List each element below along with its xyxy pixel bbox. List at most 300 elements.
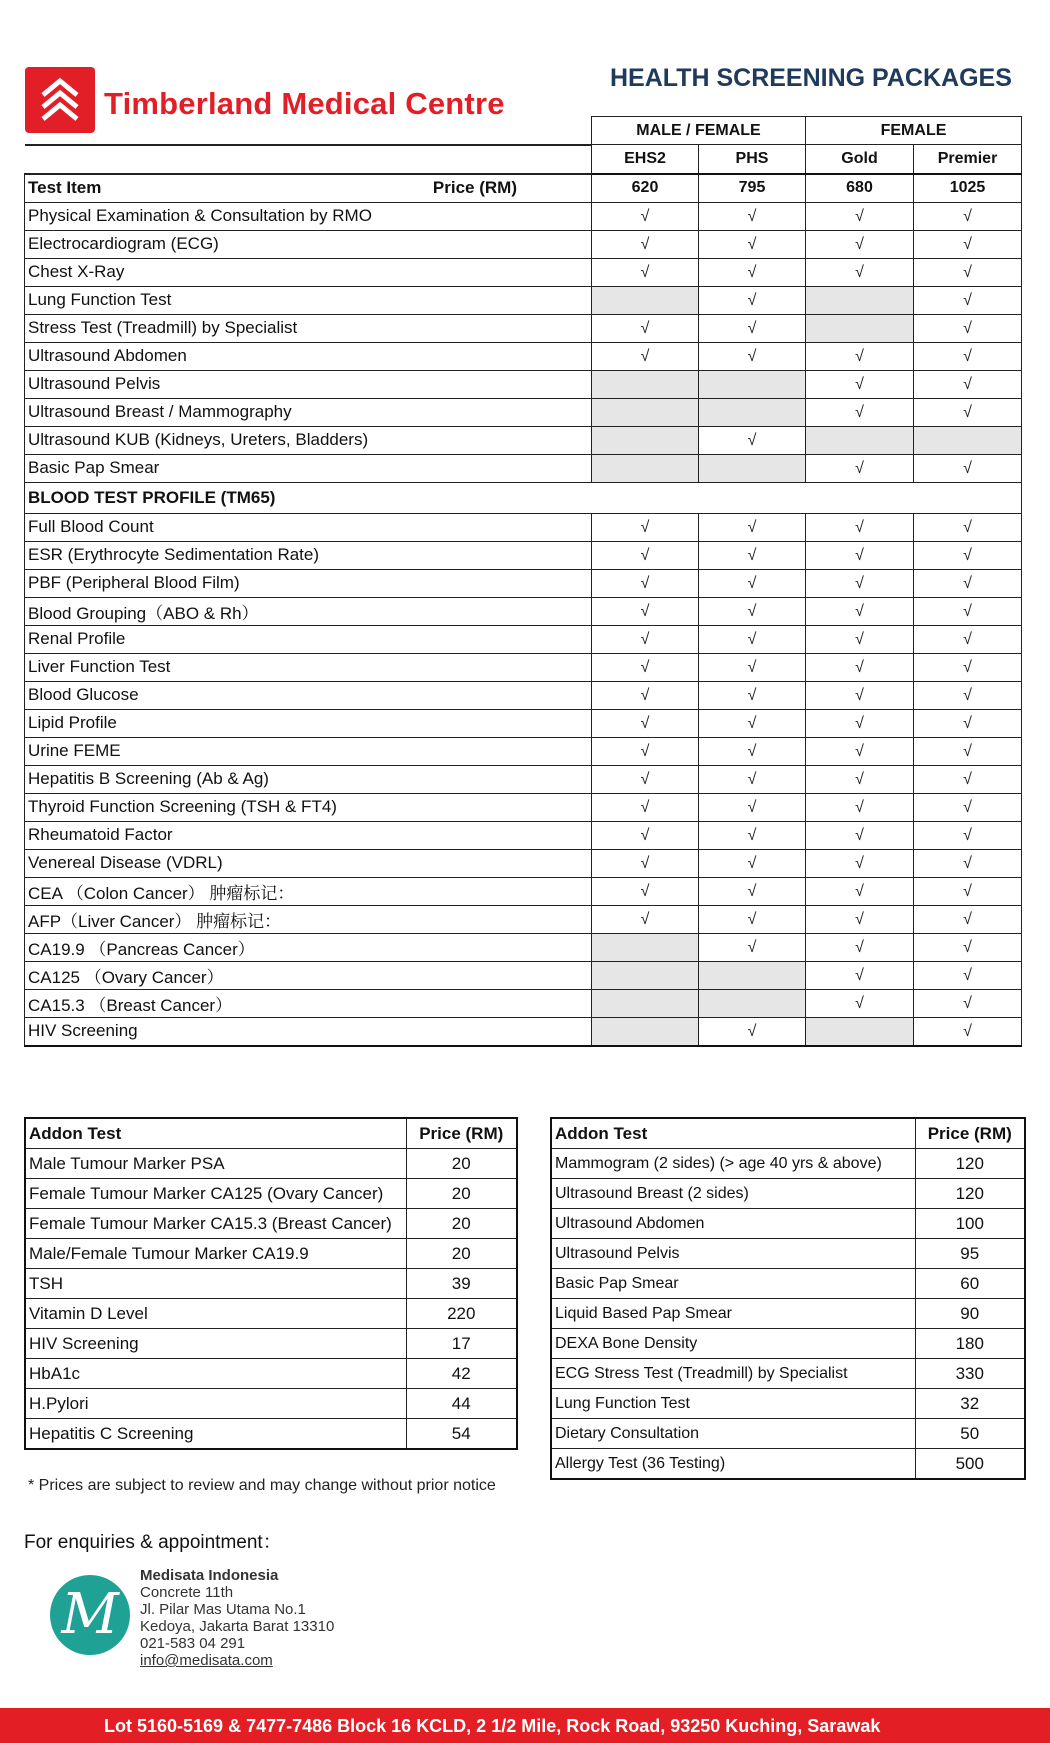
check-icon: √ — [640, 547, 650, 564]
not-included-cell — [699, 398, 806, 426]
check-icon: √ — [855, 771, 864, 788]
clinic-address-line: Jl. Pilar Mas Utama No.1 — [140, 1601, 306, 1618]
included-check — [914, 877, 1022, 905]
addon-test-price: 330 — [915, 1359, 1025, 1389]
addon-test-name: Female Tumour Marker CA15.3 (Breast Cancer) — [25, 1209, 406, 1239]
test-row — [25, 989, 1022, 1017]
included-check — [699, 426, 806, 454]
footer-bar — [0, 1708, 1050, 1743]
included-check — [806, 653, 914, 681]
not-included-cell — [592, 286, 699, 314]
included-check — [914, 765, 1022, 793]
package-price: 680 — [806, 174, 914, 203]
test-row — [25, 370, 1022, 398]
check-icon: √ — [855, 659, 864, 676]
addon-row — [551, 1299, 1025, 1329]
included-check — [699, 793, 806, 821]
check-icon: √ — [747, 603, 757, 620]
not-included-cell — [699, 989, 806, 1017]
package-price: 795 — [699, 174, 806, 203]
check-icon: √ — [855, 208, 864, 225]
included-check — [914, 230, 1022, 258]
addon-row — [551, 1209, 1025, 1239]
check-icon: √ — [963, 575, 972, 592]
test-item-name: Lung Function Test — [25, 286, 592, 314]
addon-test-name: HbA1c — [25, 1359, 406, 1389]
addon-row — [551, 1359, 1025, 1389]
addon-test-name: Ultrasound Pelvis — [551, 1239, 915, 1269]
addon-row — [551, 1179, 1025, 1209]
test-item-name: CA15.3 （Breast Cancer） — [25, 989, 592, 1017]
included-check — [806, 821, 914, 849]
check-icon: √ — [747, 771, 757, 788]
check-icon: √ — [855, 547, 864, 564]
addon-price-header: Price (RM) — [406, 1118, 517, 1149]
addon-row — [25, 1389, 517, 1419]
check-icon: √ — [747, 236, 757, 253]
test-item-name: Stress Test (Treadmill) by Specialist — [25, 314, 592, 342]
not-included-cell — [592, 454, 699, 482]
included-check — [806, 877, 914, 905]
included-check — [914, 849, 1022, 877]
addon-test-price: 54 — [406, 1419, 517, 1450]
not-included-cell — [592, 933, 699, 961]
included-check — [806, 765, 914, 793]
addon-test-name: DEXA Bone Density — [551, 1329, 915, 1359]
check-icon: √ — [640, 911, 650, 928]
included-check — [806, 258, 914, 286]
test-item-name: CA19.9 （Pancreas Cancer） — [25, 933, 592, 961]
test-item-name: Ultrasound KUB (Kidneys, Ureters, Bladders) — [25, 426, 592, 454]
check-icon: √ — [855, 995, 864, 1012]
included-check — [592, 681, 699, 709]
clinic-email-link[interactable]: info@medisata.com — [140, 1652, 273, 1669]
check-icon: √ — [855, 603, 864, 620]
check-icon: √ — [747, 743, 757, 760]
addon-row — [25, 1209, 517, 1239]
test-item-name: Rheumatoid Factor — [25, 821, 592, 849]
included-check — [592, 737, 699, 765]
test-row — [25, 258, 1022, 286]
check-icon: √ — [640, 743, 650, 760]
addon-test-price: 42 — [406, 1359, 517, 1389]
addon-row — [25, 1239, 517, 1269]
addon-test-price: 120 — [915, 1179, 1025, 1209]
included-check — [699, 821, 806, 849]
test-row — [25, 933, 1022, 961]
check-icon: √ — [640, 519, 650, 536]
test-row — [25, 202, 1022, 230]
addon-table-left — [24, 1117, 518, 1450]
logo-text: Timberland Medical Centre — [104, 86, 505, 121]
addon-test-name: H.Pylori — [25, 1389, 406, 1419]
test-row — [25, 849, 1022, 877]
test-item-name: Thyroid Function Screening (TSH & FT4) — [25, 793, 592, 821]
included-check — [699, 681, 806, 709]
clinic-name: Medisata Indonesia — [140, 1567, 279, 1584]
check-icon: √ — [640, 799, 650, 816]
test-item-name: Chest X-Ray — [25, 258, 592, 286]
check-icon: √ — [747, 939, 757, 956]
not-included-cell — [592, 961, 699, 989]
packages-table — [24, 116, 1022, 1047]
check-icon: √ — [640, 320, 650, 337]
check-icon: √ — [855, 575, 864, 592]
check-icon: √ — [963, 519, 972, 536]
included-check — [914, 569, 1022, 597]
included-check — [914, 989, 1022, 1017]
test-row — [25, 454, 1022, 482]
package-price: 620 — [592, 174, 699, 203]
check-icon: √ — [855, 939, 864, 956]
addon-row — [551, 1449, 1025, 1480]
check-icon: √ — [747, 547, 757, 564]
addon-test-name: ECG Stress Test (Treadmill) by Specialist — [551, 1359, 915, 1389]
check-icon: √ — [640, 575, 650, 592]
check-icon: √ — [640, 236, 650, 253]
included-check — [914, 681, 1022, 709]
check-icon: √ — [640, 208, 650, 225]
addon-row — [25, 1269, 517, 1299]
test-item-name: Ultrasound Abdomen — [25, 342, 592, 370]
check-icon: √ — [963, 687, 972, 704]
check-icon: √ — [855, 404, 864, 421]
test-item-name: Ultrasound Pelvis — [25, 370, 592, 398]
test-item-name: Full Blood Count — [25, 513, 592, 541]
included-check — [914, 398, 1022, 426]
addon-test-name: Hepatitis C Screening — [25, 1419, 406, 1450]
included-check — [914, 342, 1022, 370]
included-check — [914, 709, 1022, 737]
check-icon: √ — [963, 264, 972, 281]
check-icon: √ — [963, 292, 972, 309]
check-icon: √ — [963, 348, 972, 365]
included-check — [699, 342, 806, 370]
included-check — [914, 541, 1022, 569]
check-icon: √ — [963, 771, 972, 788]
test-row — [25, 541, 1022, 569]
addon-test-price: 20 — [406, 1209, 517, 1239]
addon-test-name: Male Tumour Marker PSA — [25, 1149, 406, 1179]
included-check — [699, 905, 806, 933]
included-check — [699, 765, 806, 793]
not-included-cell — [806, 426, 914, 454]
included-check — [699, 933, 806, 961]
addon-test-price: 39 — [406, 1269, 517, 1299]
addon-test-price: 20 — [406, 1179, 517, 1209]
addon-test-price: 32 — [915, 1389, 1025, 1419]
check-icon: √ — [640, 687, 650, 704]
footer-address: Lot 5160-5169 & 7477-7486 Block 16 KCLD, 2 1/2 Mile, Rock Road, 93250 Kuching, Sarawak — [104, 1716, 881, 1736]
included-check — [592, 202, 699, 230]
check-icon: √ — [747, 519, 757, 536]
included-check — [592, 709, 699, 737]
addon-row — [25, 1149, 517, 1179]
check-icon: √ — [747, 320, 757, 337]
included-check — [806, 541, 914, 569]
included-check — [806, 342, 914, 370]
included-check — [914, 653, 1022, 681]
test-item-name: Renal Profile — [25, 625, 592, 653]
page-title: HEALTH SCREENING PACKAGES — [610, 64, 1012, 92]
section-row — [25, 482, 1022, 513]
check-icon: √ — [640, 264, 650, 281]
test-row — [25, 709, 1022, 737]
included-check — [592, 513, 699, 541]
included-check — [699, 314, 806, 342]
check-icon: √ — [855, 376, 864, 393]
test-item-name: Blood Glucose — [25, 681, 592, 709]
included-check — [914, 258, 1022, 286]
addon-test-name: Ultrasound Abdomen — [551, 1209, 915, 1239]
check-icon: √ — [747, 855, 757, 872]
check-icon: √ — [963, 855, 972, 872]
included-check — [592, 597, 699, 625]
check-icon: √ — [855, 743, 864, 760]
package-name: Premier — [914, 145, 1022, 174]
included-check — [806, 398, 914, 426]
addon-test-price: 120 — [915, 1149, 1025, 1179]
package-name: EHS2 — [592, 145, 699, 174]
price-label: Price (RM) — [432, 178, 517, 197]
check-icon: √ — [747, 264, 757, 281]
check-icon: √ — [963, 603, 972, 620]
check-icon: √ — [963, 376, 972, 393]
check-icon: √ — [747, 1023, 757, 1040]
check-icon: √ — [855, 348, 864, 365]
test-item-name: Venereal Disease (VDRL) — [25, 849, 592, 877]
included-check — [914, 821, 1022, 849]
included-check — [806, 961, 914, 989]
check-icon: √ — [855, 631, 864, 648]
not-included-cell — [699, 370, 806, 398]
addon-row — [551, 1389, 1025, 1419]
clinic-address-line: Concrete 11th — [140, 1584, 234, 1601]
included-check — [914, 314, 1022, 342]
test-row — [25, 513, 1022, 541]
included-check — [592, 541, 699, 569]
not-included-cell — [592, 1017, 699, 1046]
check-icon: √ — [855, 687, 864, 704]
included-check — [914, 793, 1022, 821]
check-icon: √ — [747, 432, 757, 449]
check-icon: √ — [963, 995, 972, 1012]
test-row — [25, 961, 1022, 989]
check-icon: √ — [855, 967, 864, 984]
check-icon: √ — [855, 911, 864, 928]
addon-test-price: 100 — [915, 1209, 1025, 1239]
addon-test-price: 20 — [406, 1149, 517, 1179]
included-check — [806, 793, 914, 821]
test-row — [25, 342, 1022, 370]
check-icon: √ — [855, 715, 864, 732]
included-check — [699, 513, 806, 541]
addon-test-name: Dietary Consultation — [551, 1419, 915, 1449]
check-icon: √ — [747, 631, 757, 648]
check-icon: √ — [640, 348, 650, 365]
addon-test-name: Lung Function Test — [551, 1389, 915, 1419]
check-icon: √ — [963, 659, 972, 676]
included-check — [592, 569, 699, 597]
included-check — [592, 877, 699, 905]
test-row — [25, 625, 1022, 653]
check-icon: √ — [640, 715, 650, 732]
included-check — [914, 625, 1022, 653]
check-icon: √ — [747, 799, 757, 816]
test-item-header — [25, 174, 592, 203]
check-icon: √ — [963, 1023, 972, 1040]
included-check — [699, 709, 806, 737]
included-check — [592, 765, 699, 793]
not-included-cell — [806, 1017, 914, 1046]
test-row — [25, 426, 1022, 454]
not-included-cell — [592, 989, 699, 1017]
included-check — [592, 849, 699, 877]
included-check — [699, 258, 806, 286]
check-icon: √ — [640, 603, 650, 620]
included-check — [806, 230, 914, 258]
test-row — [25, 230, 1022, 258]
check-icon: √ — [640, 883, 650, 900]
addon-test-name: Female Tumour Marker CA125 (Ovary Cancer) — [25, 1179, 406, 1209]
addon-row — [25, 1419, 517, 1450]
included-check — [806, 454, 914, 482]
not-included-cell — [699, 961, 806, 989]
test-item-name: ESR (Erythrocyte Sedimentation Rate) — [25, 541, 592, 569]
check-icon: √ — [963, 967, 972, 984]
test-item-name: Physical Examination & Consultation by RMO — [25, 202, 592, 230]
check-icon: √ — [963, 631, 972, 648]
blank-cell — [25, 145, 592, 174]
addon-row — [551, 1149, 1025, 1179]
addon-test-name: Vitamin D Level — [25, 1299, 406, 1329]
check-icon: √ — [855, 460, 864, 477]
test-row — [25, 1017, 1022, 1046]
not-included-cell — [806, 314, 914, 342]
test-row — [25, 597, 1022, 625]
addon-row — [551, 1269, 1025, 1299]
addon-row — [25, 1179, 517, 1209]
check-icon: √ — [963, 715, 972, 732]
test-row — [25, 905, 1022, 933]
included-check — [699, 1017, 806, 1046]
included-check — [699, 597, 806, 625]
addon-test-name: Basic Pap Smear — [551, 1269, 915, 1299]
test-row — [25, 569, 1022, 597]
group-female: FEMALE — [806, 117, 1022, 145]
check-icon: √ — [640, 631, 650, 648]
price-note: * Prices are subject to review and may change without prior notice — [28, 1477, 496, 1494]
included-check — [914, 961, 1022, 989]
included-check — [699, 849, 806, 877]
addon-test-price: 500 — [915, 1449, 1025, 1480]
test-row — [25, 286, 1022, 314]
included-check — [914, 454, 1022, 482]
check-icon: √ — [855, 827, 864, 844]
check-icon: √ — [747, 911, 757, 928]
addon-test-name: TSH — [25, 1269, 406, 1299]
check-icon: √ — [747, 883, 757, 900]
included-check — [806, 933, 914, 961]
addon-row — [551, 1419, 1025, 1449]
check-icon: √ — [963, 911, 972, 928]
blood-section-title: BLOOD TEST PROFILE (TM65) — [25, 482, 1022, 513]
included-check — [806, 905, 914, 933]
clinic-info — [140, 1567, 334, 1669]
check-icon: √ — [855, 799, 864, 816]
included-check — [699, 286, 806, 314]
addon-header: Addon Test — [25, 1118, 406, 1149]
included-check — [592, 258, 699, 286]
check-icon: √ — [747, 575, 757, 592]
test-row — [25, 681, 1022, 709]
check-icon: √ — [640, 659, 650, 676]
group-male-female: MALE / FEMALE — [592, 117, 806, 145]
not-included-cell — [592, 370, 699, 398]
included-check — [806, 597, 914, 625]
addon-test-price: 180 — [915, 1329, 1025, 1359]
included-check — [699, 569, 806, 597]
included-check — [806, 989, 914, 1017]
included-check — [914, 202, 1022, 230]
included-check — [592, 342, 699, 370]
addon-test-price: 90 — [915, 1299, 1025, 1329]
test-row — [25, 793, 1022, 821]
test-item-name: HIV Screening — [25, 1017, 592, 1046]
included-check — [699, 230, 806, 258]
not-included-cell — [699, 454, 806, 482]
check-icon: √ — [963, 460, 972, 477]
check-icon: √ — [747, 292, 757, 309]
test-item-name: Basic Pap Smear — [25, 454, 592, 482]
check-icon: √ — [640, 855, 650, 872]
check-icon: √ — [855, 264, 864, 281]
check-icon: √ — [855, 883, 864, 900]
check-icon: √ — [855, 236, 864, 253]
check-icon: √ — [747, 715, 757, 732]
check-icon: √ — [963, 208, 972, 225]
test-item-name: CA125 （Ovary Cancer） — [25, 961, 592, 989]
check-icon: √ — [747, 659, 757, 676]
addon-row — [551, 1329, 1025, 1359]
test-item-name: Blood Grouping（ABO & Rh） — [25, 597, 592, 625]
check-icon: √ — [963, 799, 972, 816]
addon-test-price: 20 — [406, 1239, 517, 1269]
check-icon: √ — [640, 827, 650, 844]
included-check — [806, 849, 914, 877]
addon-header: Addon Test — [551, 1118, 915, 1149]
included-check — [592, 230, 699, 258]
addon-test-name: Male/Female Tumour Marker CA19.9 — [25, 1239, 406, 1269]
included-check — [806, 569, 914, 597]
test-item-name: Liver Function Test — [25, 653, 592, 681]
check-icon: √ — [963, 404, 972, 421]
test-row — [25, 314, 1022, 342]
test-row — [25, 821, 1022, 849]
addon-test-price: 95 — [915, 1239, 1025, 1269]
test-item-label: Test Item — [28, 178, 102, 197]
included-check — [806, 681, 914, 709]
included-check — [592, 653, 699, 681]
check-icon: √ — [963, 939, 972, 956]
included-check — [699, 625, 806, 653]
included-check — [914, 737, 1022, 765]
addon-test-price: 60 — [915, 1269, 1025, 1299]
check-icon: √ — [963, 320, 972, 337]
check-icon: √ — [747, 827, 757, 844]
check-icon: √ — [855, 855, 864, 872]
included-check — [914, 933, 1022, 961]
